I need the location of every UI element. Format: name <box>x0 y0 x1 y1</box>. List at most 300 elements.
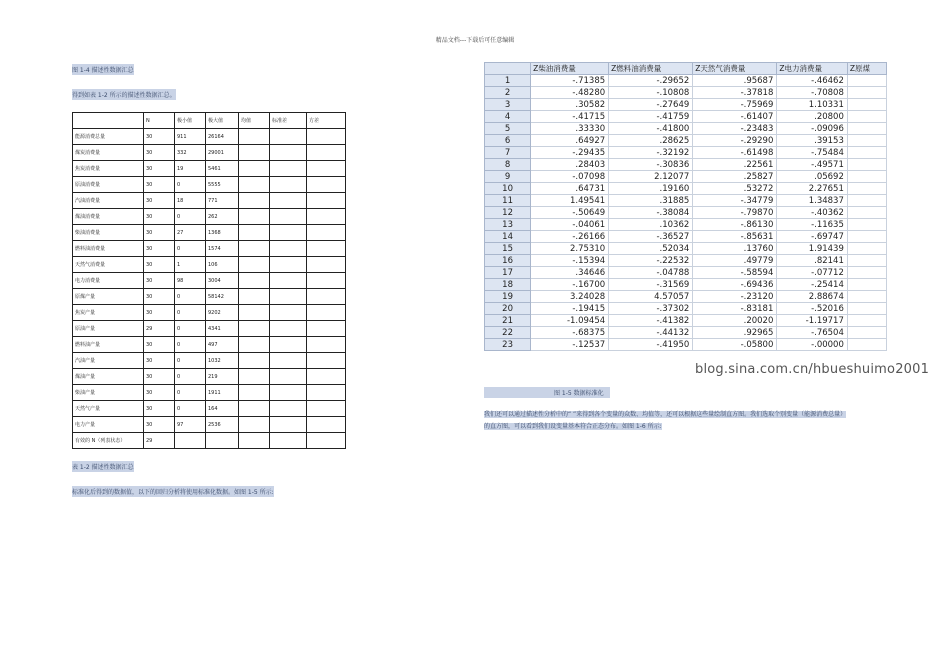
grid-cell-partial[interactable] <box>847 279 886 291</box>
table-cell: 燃料油消费量 <box>73 241 144 257</box>
table-cell: 0 <box>175 353 206 369</box>
table-row <box>73 193 346 209</box>
table-cell <box>239 321 270 337</box>
grid-cell[interactable]: .28625 <box>609 135 693 147</box>
grid-cell[interactable]: -.41715 <box>531 111 609 123</box>
grid-cell-partial[interactable] <box>847 255 886 267</box>
grid-row <box>485 255 887 267</box>
table-cell: 26164 <box>206 129 239 145</box>
grid-cell[interactable]: -.12537 <box>531 339 609 351</box>
table-cell: 原油产量 <box>73 321 144 337</box>
standardized-data-grid[interactable] <box>484 62 887 377</box>
row-number[interactable]: 11 <box>485 195 531 207</box>
grid-cell[interactable]: 3.24028 <box>531 291 609 303</box>
grid-cell[interactable]: -.07098 <box>531 171 609 183</box>
grid-cell-partial[interactable] <box>847 183 886 195</box>
table-cell: 能源消费总量 <box>73 129 144 145</box>
table-row <box>73 289 346 305</box>
table-cell: 燃料油产量 <box>73 337 144 353</box>
grid-cell[interactable]: 2.27651 <box>777 183 848 195</box>
table-cell <box>307 273 346 289</box>
row-number[interactable]: 15 <box>485 243 531 255</box>
table-cell: 汽油消费量 <box>73 193 144 209</box>
table-cell: 97 <box>175 417 206 433</box>
grid-cell-partial[interactable] <box>847 123 886 135</box>
table-cell <box>239 145 270 161</box>
grid-cell[interactable]: -.70808 <box>777 87 848 99</box>
grid-cell[interactable]: -.38084 <box>609 207 693 219</box>
table-cell <box>239 353 270 369</box>
table-cell: 1368 <box>206 225 239 241</box>
grid-cell[interactable]: -.83181 <box>693 303 777 315</box>
row-number[interactable]: 21 <box>485 315 531 327</box>
grid-cell[interactable]: .52034 <box>609 243 693 255</box>
grid-row <box>485 207 887 219</box>
table-cell: 771 <box>206 193 239 209</box>
grid-cell[interactable]: -.31569 <box>609 279 693 291</box>
table-cell: 30 <box>144 225 175 241</box>
row-number[interactable]: 8 <box>485 159 531 171</box>
table-cell: 332 <box>175 145 206 161</box>
grid-column-header[interactable]: Z电力消费量 <box>777 63 848 75</box>
table-cell: 30 <box>144 129 175 145</box>
grid-cell[interactable]: .28403 <box>531 159 609 171</box>
table-cell: 煤油产量 <box>73 369 144 385</box>
table-cell: 30 <box>144 193 175 209</box>
grid-cell[interactable]: -1.09454 <box>531 315 609 327</box>
table-cell: 3004 <box>206 273 239 289</box>
table-header-cell: 标准差 <box>270 113 307 129</box>
table-cell <box>270 241 307 257</box>
grid-cell-partial[interactable] <box>847 243 886 255</box>
table-cell: 原煤产量 <box>73 289 144 305</box>
grid-cell[interactable]: -.23483 <box>693 123 777 135</box>
grid-cell[interactable]: .64731 <box>531 183 609 195</box>
grid-row <box>485 171 887 183</box>
table-cell <box>239 289 270 305</box>
table-cell: 4341 <box>206 321 239 337</box>
table-cell: 29 <box>144 321 175 337</box>
table-header-cell <box>73 113 144 129</box>
grid-row <box>485 111 887 123</box>
grid-cell[interactable]: .92965 <box>693 327 777 339</box>
table-cell <box>307 353 346 369</box>
grid-cell[interactable]: .34646 <box>531 267 609 279</box>
table-row <box>73 177 346 193</box>
row-number[interactable]: 4 <box>485 111 531 123</box>
table-cell <box>239 257 270 273</box>
grid-row <box>485 159 887 171</box>
table-cell <box>270 305 307 321</box>
table-header-cell: 极小值 <box>175 113 206 129</box>
grid-cell[interactable]: -.41382 <box>609 315 693 327</box>
table-cell <box>239 241 270 257</box>
grid-cell[interactable]: -.48280 <box>531 87 609 99</box>
table-cell <box>270 145 307 161</box>
table-cell: 30 <box>144 337 175 353</box>
grid-cell[interactable]: -.49571 <box>777 159 848 171</box>
grid-cell[interactable]: -.37302 <box>609 303 693 315</box>
table-cell: 煤油消费量 <box>73 209 144 225</box>
table-cell <box>270 369 307 385</box>
grid-cell-partial[interactable] <box>847 339 886 351</box>
table-cell: 0 <box>175 209 206 225</box>
grid-cell[interactable]: -.50649 <box>531 207 609 219</box>
row-number[interactable]: 18 <box>485 279 531 291</box>
table-cell: 柴油产量 <box>73 385 144 401</box>
grid-cell[interactable]: -.09096 <box>777 123 848 135</box>
grid-cell-partial[interactable] <box>847 147 886 159</box>
table-cell <box>307 257 346 273</box>
grid-cell[interactable]: -.71385 <box>531 75 609 87</box>
grid-row <box>485 303 887 315</box>
grid-cell[interactable]: -.68375 <box>531 327 609 339</box>
grid-cell[interactable]: -.41950 <box>609 339 693 351</box>
grid-cell[interactable]: 1.91439 <box>777 243 848 255</box>
grid-cell[interactable]: .25827 <box>693 171 777 183</box>
grid-cell[interactable]: -.10808 <box>609 87 693 99</box>
table-cell <box>270 177 307 193</box>
row-number[interactable]: 7 <box>485 147 531 159</box>
table-cell: 164 <box>206 401 239 417</box>
table-cell <box>307 417 346 433</box>
table-cell: 18 <box>175 193 206 209</box>
table-cell: 5461 <box>206 161 239 177</box>
table-cell <box>239 193 270 209</box>
table-row <box>73 417 346 433</box>
table-cell: 30 <box>144 385 175 401</box>
table-cell: 98 <box>175 273 206 289</box>
table-cell <box>307 337 346 353</box>
grid-column-header[interactable]: Z柴油消费量 <box>531 63 609 75</box>
grid-row <box>485 147 887 159</box>
grid-cell[interactable]: -.30836 <box>609 159 693 171</box>
grid-cell[interactable]: -.19415 <box>531 303 609 315</box>
grid-cell[interactable]: 1.49541 <box>531 195 609 207</box>
figure-caption-1-5: 图 1-5 数据标准化 <box>484 387 610 398</box>
table-cell: 1 <box>175 257 206 273</box>
row-number[interactable]: 14 <box>485 231 531 243</box>
table-cell <box>307 177 346 193</box>
grid-cell[interactable]: -.61407 <box>693 111 777 123</box>
table-cell: 汽油产量 <box>73 353 144 369</box>
grid-cell[interactable]: -.04788 <box>609 267 693 279</box>
grid-cell[interactable]: -.37818 <box>693 87 777 99</box>
table-cell <box>270 321 307 337</box>
grid-cell[interactable]: .82141 <box>777 255 848 267</box>
grid-cell[interactable]: .95687 <box>693 75 777 87</box>
row-number[interactable]: 20 <box>485 303 531 315</box>
table-cell: 1032 <box>206 353 239 369</box>
table-cell <box>239 385 270 401</box>
table-cell <box>239 177 270 193</box>
grid-cell[interactable]: -.04061 <box>531 219 609 231</box>
grid-column-header[interactable]: Z燃料油消费量 <box>609 63 693 75</box>
table-row <box>73 305 346 321</box>
table-cell <box>270 385 307 401</box>
grid-cell[interactable]: 2.88674 <box>777 291 848 303</box>
grid-cell-partial[interactable] <box>847 75 886 87</box>
intro-text: 得到如表 1-2 所示的描述性数据汇总。 <box>72 89 176 100</box>
figure-caption-1-4: 图 1-4 描述性数据汇总 <box>72 64 134 75</box>
grid-cell[interactable]: .05692 <box>777 171 848 183</box>
grid-cell[interactable]: -.40362 <box>777 207 848 219</box>
table-cell: 30 <box>144 177 175 193</box>
grid-cell[interactable]: 1.34837 <box>777 195 848 207</box>
table-cell <box>307 369 346 385</box>
row-number[interactable]: 9 <box>485 171 531 183</box>
table-cell: 30 <box>144 145 175 161</box>
table-cell <box>239 161 270 177</box>
table-cell: 9202 <box>206 305 239 321</box>
table-cell: 焦炭产量 <box>73 305 144 321</box>
grid-row <box>485 135 887 147</box>
grid-cell[interactable]: -.29290 <box>693 135 777 147</box>
table-cell <box>270 273 307 289</box>
table-header-cell: 方差 <box>307 113 346 129</box>
table-cell: 497 <box>206 337 239 353</box>
table-cell: 5555 <box>206 177 239 193</box>
table-cell: 30 <box>144 273 175 289</box>
grid-cell-partial[interactable] <box>847 135 886 147</box>
table-cell <box>206 433 239 449</box>
table-header-row <box>73 113 346 129</box>
table-cell <box>270 193 307 209</box>
row-number[interactable]: 6 <box>485 135 531 147</box>
table-cell <box>239 305 270 321</box>
table-row <box>73 273 346 289</box>
grid-row <box>485 219 887 231</box>
table-cell <box>239 129 270 145</box>
grid-column-header[interactable]: Z原煤 <box>847 63 886 75</box>
grid-cell[interactable]: -.69436 <box>693 279 777 291</box>
table-cell: 天然气产量 <box>73 401 144 417</box>
table-cell <box>307 193 346 209</box>
grid-cell[interactable]: .10362 <box>609 219 693 231</box>
grid-row <box>485 75 887 87</box>
table-cell: 0 <box>175 369 206 385</box>
grid-cell[interactable]: -.26166 <box>531 231 609 243</box>
grid-cell[interactable]: -.05800 <box>693 339 777 351</box>
grid-cell[interactable]: -.07712 <box>777 267 848 279</box>
table-cell: 30 <box>144 289 175 305</box>
grid-cell[interactable]: -1.19717 <box>777 315 848 327</box>
row-number[interactable]: 17 <box>485 267 531 279</box>
grid-cell[interactable]: -.15394 <box>531 255 609 267</box>
table-cell: 0 <box>175 305 206 321</box>
grid-cell[interactable]: -.34779 <box>693 195 777 207</box>
table-cell <box>270 161 307 177</box>
table-row <box>73 225 346 241</box>
table-cell: 原油消费量 <box>73 177 144 193</box>
grid-cell-partial[interactable] <box>847 159 886 171</box>
grid-cell-partial[interactable] <box>847 111 886 123</box>
grid-row <box>485 267 887 279</box>
table-cell <box>239 337 270 353</box>
grid-cell[interactable]: -.23120 <box>693 291 777 303</box>
table-cell <box>307 241 346 257</box>
grid-row <box>485 291 887 303</box>
grid-cell[interactable]: .20800 <box>777 111 848 123</box>
row-number[interactable]: 23 <box>485 339 531 351</box>
table-row <box>73 129 346 145</box>
grid-cell[interactable]: -.52016 <box>777 303 848 315</box>
grid-cell-partial[interactable] <box>847 171 886 183</box>
grid-cell-partial[interactable] <box>847 267 886 279</box>
row-number[interactable]: 12 <box>485 207 531 219</box>
table-cell: 柴油消费量 <box>73 225 144 241</box>
grid-cell[interactable]: -.27649 <box>609 99 693 111</box>
grid-cell[interactable]: -.46462 <box>777 75 848 87</box>
grid-cell[interactable]: .33330 <box>531 123 609 135</box>
standardized-note: 标准化后得到的数据值，以下的回归分析将使用标准化数据。如图 1-5 所示: <box>72 486 274 497</box>
table-cell <box>270 433 307 449</box>
table-header-cell: 极大值 <box>206 113 239 129</box>
table-cell: 0 <box>175 321 206 337</box>
grid-cell[interactable]: .49779 <box>693 255 777 267</box>
grid-cell[interactable]: -.76504 <box>777 327 848 339</box>
grid-cell[interactable]: -.29435 <box>531 147 609 159</box>
table-cell: 58142 <box>206 289 239 305</box>
grid-cell[interactable]: .39153 <box>777 135 848 147</box>
grid-cell[interactable]: -.85631 <box>693 231 777 243</box>
table-cell <box>239 209 270 225</box>
grid-cell[interactable]: -.29652 <box>609 75 693 87</box>
grid-cell[interactable]: .19160 <box>609 183 693 195</box>
grid-cell[interactable]: 4.57057 <box>609 291 693 303</box>
grid-cell[interactable]: 1.10331 <box>777 99 848 111</box>
grid-cell[interactable]: -.16700 <box>531 279 609 291</box>
grid-cell[interactable]: 2.12077 <box>609 171 693 183</box>
grid-cell-partial[interactable] <box>847 303 886 315</box>
row-number[interactable]: 1 <box>485 75 531 87</box>
row-number[interactable]: 22 <box>485 327 531 339</box>
grid-row <box>485 327 887 339</box>
table-cell: 1911 <box>206 385 239 401</box>
grid-row <box>485 315 887 327</box>
grid-cell-partial[interactable] <box>847 327 886 339</box>
grid-cell[interactable]: 2.75310 <box>531 243 609 255</box>
table-header-cell: 均值 <box>239 113 270 129</box>
grid-cell[interactable]: .20020 <box>693 315 777 327</box>
grid-cell[interactable]: -.79870 <box>693 207 777 219</box>
grid-cell[interactable]: .30582 <box>531 99 609 111</box>
grid-cell[interactable]: -.75969 <box>693 99 777 111</box>
grid-cell[interactable]: .31885 <box>609 195 693 207</box>
grid-cell[interactable]: .53272 <box>693 183 777 195</box>
table-cell <box>270 417 307 433</box>
grid-cell[interactable]: -.86130 <box>693 219 777 231</box>
grid-cell[interactable]: .22561 <box>693 159 777 171</box>
grid-cell[interactable]: -.58594 <box>693 267 777 279</box>
grid-cell[interactable]: -.25414 <box>777 279 848 291</box>
table-cell <box>270 129 307 145</box>
table-cell: 0 <box>175 289 206 305</box>
table-cell <box>307 401 346 417</box>
grid-cell[interactable]: -.32192 <box>609 147 693 159</box>
table-cell <box>307 129 346 145</box>
grid-corner[interactable] <box>485 63 531 75</box>
grid-cell-partial[interactable] <box>847 291 886 303</box>
grid-cell[interactable]: -.00000 <box>777 339 848 351</box>
table-cell: 0 <box>175 177 206 193</box>
grid-cell-partial[interactable] <box>847 207 886 219</box>
table-cell: 30 <box>144 401 175 417</box>
table-cell: 27 <box>175 225 206 241</box>
grid-cell-partial[interactable] <box>847 315 886 327</box>
table-cell: 0 <box>175 241 206 257</box>
table-row <box>73 433 346 449</box>
grid-row <box>485 99 887 111</box>
table-cell <box>239 401 270 417</box>
row-number[interactable]: 3 <box>485 99 531 111</box>
grid-cell-partial[interactable] <box>847 99 886 111</box>
grid-row <box>485 123 887 135</box>
table-cell: 30 <box>144 369 175 385</box>
row-number[interactable]: 10 <box>485 183 531 195</box>
table-cell: 有效的 N（列表状态） <box>73 433 144 449</box>
table-cell <box>307 145 346 161</box>
grid-row <box>485 231 887 243</box>
grid-cell[interactable]: .13760 <box>693 243 777 255</box>
table-cell <box>239 225 270 241</box>
table-cell: 19 <box>175 161 206 177</box>
table-row <box>73 385 346 401</box>
grid-cell[interactable]: -.36527 <box>609 231 693 243</box>
table-cell <box>270 209 307 225</box>
table-cell: 106 <box>206 257 239 273</box>
grid-cell[interactable]: .64927 <box>531 135 609 147</box>
table-cell <box>307 385 346 401</box>
grid-row <box>485 279 887 291</box>
table-row <box>73 145 346 161</box>
grid-cell[interactable]: -.69747 <box>777 231 848 243</box>
table-cell: 电力产量 <box>73 417 144 433</box>
table-cell <box>307 289 346 305</box>
paragraph-line-1: 我们还可以通过描述性分析中的“ ”来得到各个变量的众数、均值等，还可以根据这些量绘制直方图。我们选取个别变量（能源消费总量） <box>484 411 847 418</box>
table-header-cell: N <box>144 113 175 129</box>
table-cell <box>270 401 307 417</box>
row-number[interactable]: 13 <box>485 219 531 231</box>
row-number[interactable]: 2 <box>485 87 531 99</box>
grid-cell[interactable]: -.22532 <box>609 255 693 267</box>
grid-cell-partial[interactable] <box>847 231 886 243</box>
grid-cell-partial[interactable] <box>847 87 886 99</box>
table-row <box>73 257 346 273</box>
grid-cell[interactable]: -.75484 <box>777 147 848 159</box>
table-row <box>73 209 346 225</box>
grid-cell[interactable]: -.11635 <box>777 219 848 231</box>
grid-cell[interactable]: -.41800 <box>609 123 693 135</box>
grid-cell[interactable]: -.61498 <box>693 147 777 159</box>
page-header: 精品文档---下载后可任意编辑 <box>435 37 515 44</box>
table-cell <box>270 353 307 369</box>
table-row <box>73 241 346 257</box>
row-number[interactable]: 19 <box>485 291 531 303</box>
row-number[interactable]: 5 <box>485 123 531 135</box>
row-number[interactable]: 16 <box>485 255 531 267</box>
table-cell: 30 <box>144 161 175 177</box>
table-cell: 29001 <box>206 145 239 161</box>
grid-cell[interactable]: -.44132 <box>609 327 693 339</box>
table-row <box>73 401 346 417</box>
grid-cell-partial[interactable] <box>847 195 886 207</box>
descriptive-stats-table <box>72 112 346 449</box>
grid-cell[interactable]: -.41759 <box>609 111 693 123</box>
grid-column-header[interactable]: Z天然气消费量 <box>693 63 777 75</box>
grid-cell-partial[interactable] <box>847 219 886 231</box>
table-row <box>73 353 346 369</box>
